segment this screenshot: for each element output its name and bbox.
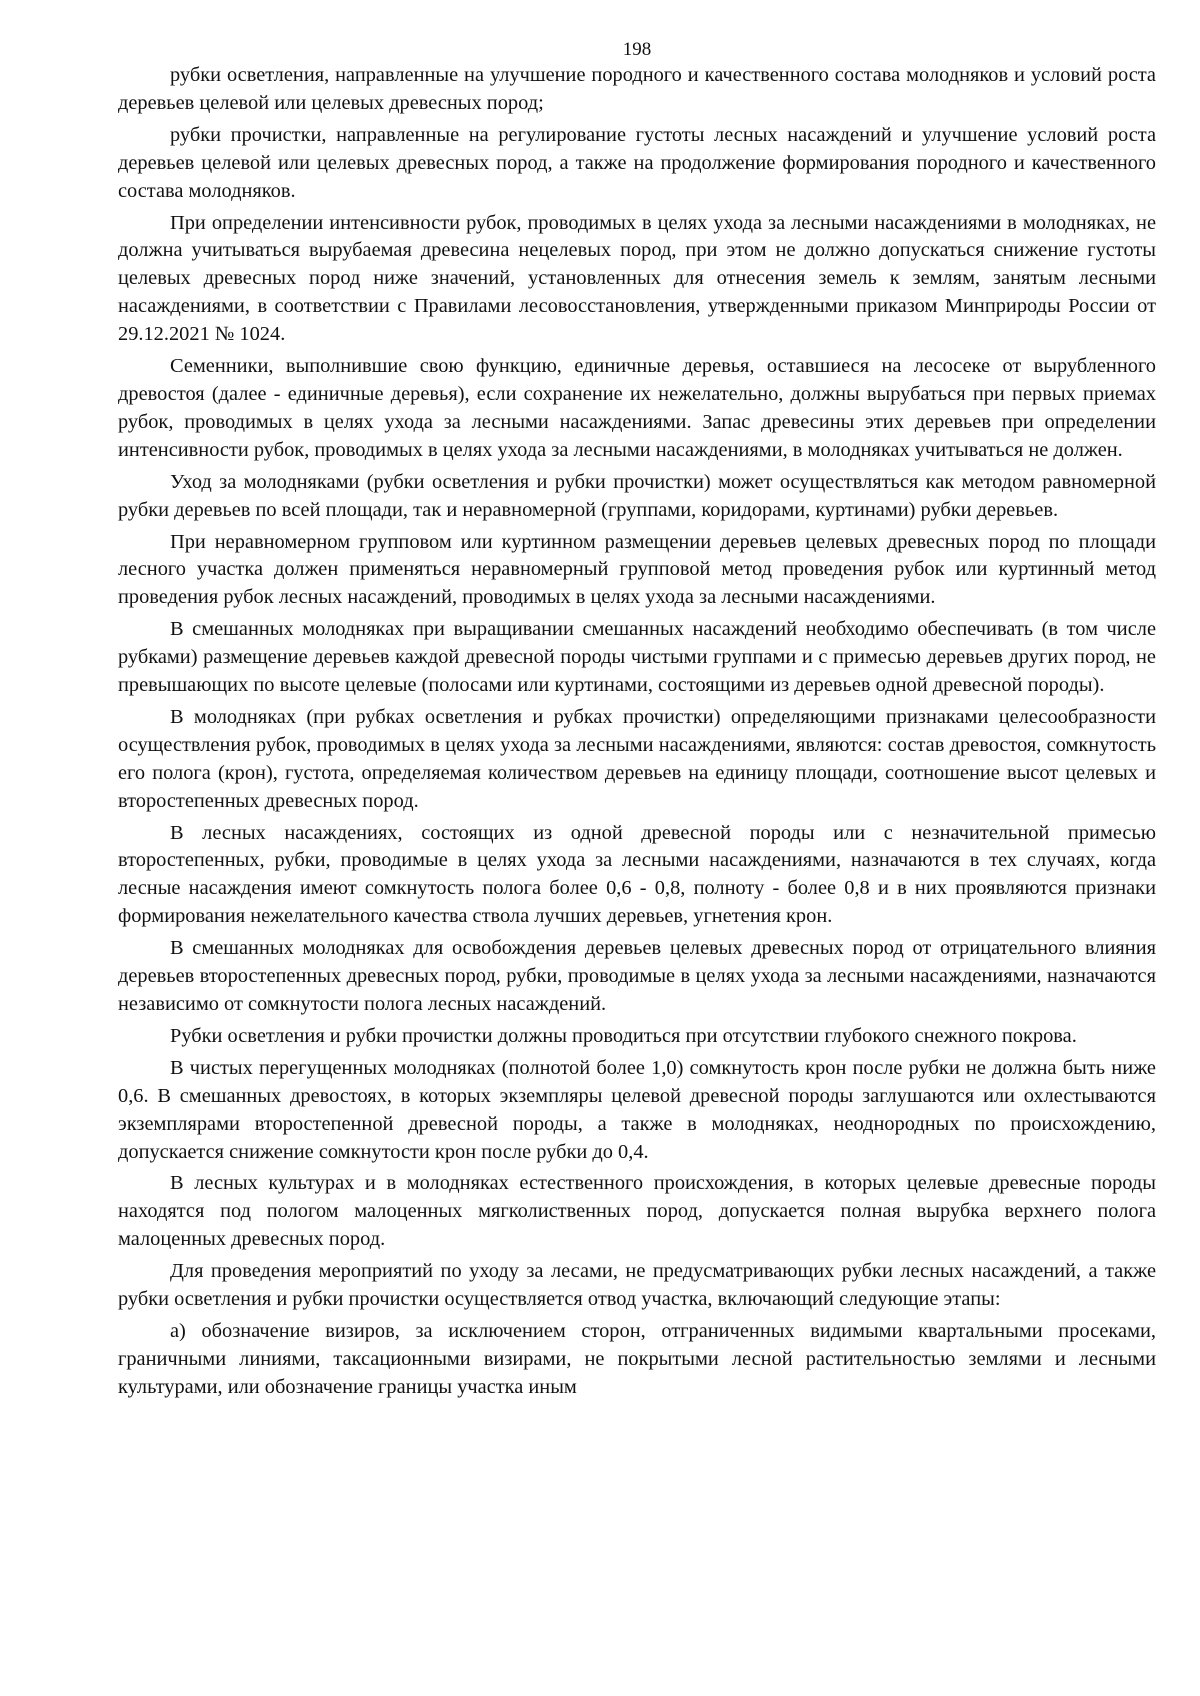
paragraph-opredelyayushchie-priznaki: В молодняках (при рубках осветления и рубках прочистки) определяющими признаками целесообразности осуществления рубок, проводимых в целях ухода за лесными насаждениями, являются: состав древостоя, сомкнутость его полога (крон), густота, определяемая количеством деревьев на единицу площади, соотношение высот целевых и второстепенных древесных пород. [118,705,1156,812]
paragraph-peregushchennye-molodnyaki: В чистых перегущенных молодняках (полнотой более 1,0) сомкнутость крон после рубки не должна быть ниже 0,6. В смешанных древостоях, в которых экземпляры целевой древесной породы заглушаются или охлестываются экземплярами второстепенной древесной породы, а также в молодняках, неоднородных по происхождению, допускается снижение сомкнутости крон после рубки до 0,4. [118,1056,1156,1163]
paragraph-rubki-osvetleniya: рубки осветления, направленные на улучшение породного и качественного состава молодняков и условий роста деревьев целевой или целевых древесных пород; [118,64,1156,114]
paragraph-osvobozhdenie-tselevykh: В смешанных молодняках для освобождения деревьев целевых древесных пород от отрицательного влияния деревьев второстепенных древесных пород, рубки, проводимые в целях ухода за лесными насаждениями, назначаются независимо от сомкнутости полога лесных насаждений. [118,937,1156,1015]
paragraph-otvod-uchastka: Для проведения мероприятий по уходу за лесами, не предусматривающих рубки лесных насаждений, а также рубки осветления и рубки прочистки осуществляется отвод участка, включающий следующие этапы: [118,1260,1156,1311]
paragraph-neravnomernoe-razmeshchenie: При неравномерном групповом или куртинном размещении деревьев целевых древесных пород по площади лесного участка должен применяться неравномерный групповой метод проведения рубок или куртинный метод проведения рубок лесных насаждений, проводимых в целях ухода за лесными насаждениями. [118,530,1156,609]
paragraph-snezhnyy-pokrov: Рубки осветления и рубки прочистки должны проводиться при отсутствии глубокого снежного покрова. [170,1024,1077,1047]
page-number: 198 [622,39,652,60]
paragraph-ukhod-za-molodnyakami: Уход за молодняками (рубки осветления и рубки прочистки) может осуществляться как методом равномерной рубки деревьев по всей площади, так и неравномерной (группами, коридорами, куртинами) рубки деревьев. [118,470,1156,521]
paragraph-item-a-vizirov: а) обозначение визиров, за исключением сторон, отграниченных видимыми квартальными просеками, граничными линиями, таксационными визирами, не покрытыми лесной растительностью землями и лесными культурами, или обозначение границы участка иным [118,1319,1156,1398]
paragraph-lesnye-kultury: В лесных культурах и в молодняках естественного происхождения, в которых целевые древесные породы находятся под пологом малоценных мягколиственных пород, допускается полная вырубка верхнего полога малоценных древесных пород. [118,1172,1156,1251]
paragraph-smeshannye-molodnyaki: В смешанных молодняках при выращивании смешанных насаждений необходимо обеспечивать (в том числе рубками) размещение деревьев каждой древесной породы чистыми группами и с примесью деревьев других пород, не превышающих по высоте целевые (полосами или куртинами, состоящими из деревьев одной древесной породы). [118,618,1156,697]
paragraph-intensivnost-rubok: При определении интенсивности рубок, проводимых в целях ухода за лесными насаждениями в молодняках, не должна учитываться вырубаемая древесина нецелевых пород, при этом не должно допускаться снижение густоты целевых древесных пород ниже значений, установленных для отнесения земель к землям, занятым лесными насаждениями, в соответствии с Правилами лесовосстановления, утвержденными приказом Минприроды России от 29.12.2021 № 1024. [118,211,1156,346]
document-page [118,38,1156,1406]
paragraph-semenniki: Семенники, выполнившие свою функцию, единичные деревья, оставшиеся на лесосеке от вырубленного древостоя (далее - единичные деревья), если сохранение их нежелательно, должны вырубаться при первых приемах рубок, проводимых в целях ухода за лесными насаждениями. Запас древесины этих деревьев при определении интенсивности рубок, проводимых в целях ухода за лесными насаждениями, в молодняках учитываться не должен. [118,355,1156,461]
paragraph-rubki-prochistki: рубки прочистки, направленные на регулирование густоты лесных насаждений и улучшение условий роста деревьев целевой или целевых древесных пород, а также на продолжение формирования породного и качественного состава молодняков. [118,123,1156,202]
paragraph-odnoporodnye-nasazhdeniya: В лесных насаждениях, состоящих из одной древесной породы или с незначительной примесью второстепенных, рубки, проводимые в целях ухода за лесными насаждениями, назначаются в тех случаях, когда лесные насаждения имеют сомкнутость полога более 0,6 - 0,8, полноту - более 0,8 и в них проявляются признаки формирования нежелательного качества ствола лучших деревьев, угнетения крон. [118,821,1156,928]
